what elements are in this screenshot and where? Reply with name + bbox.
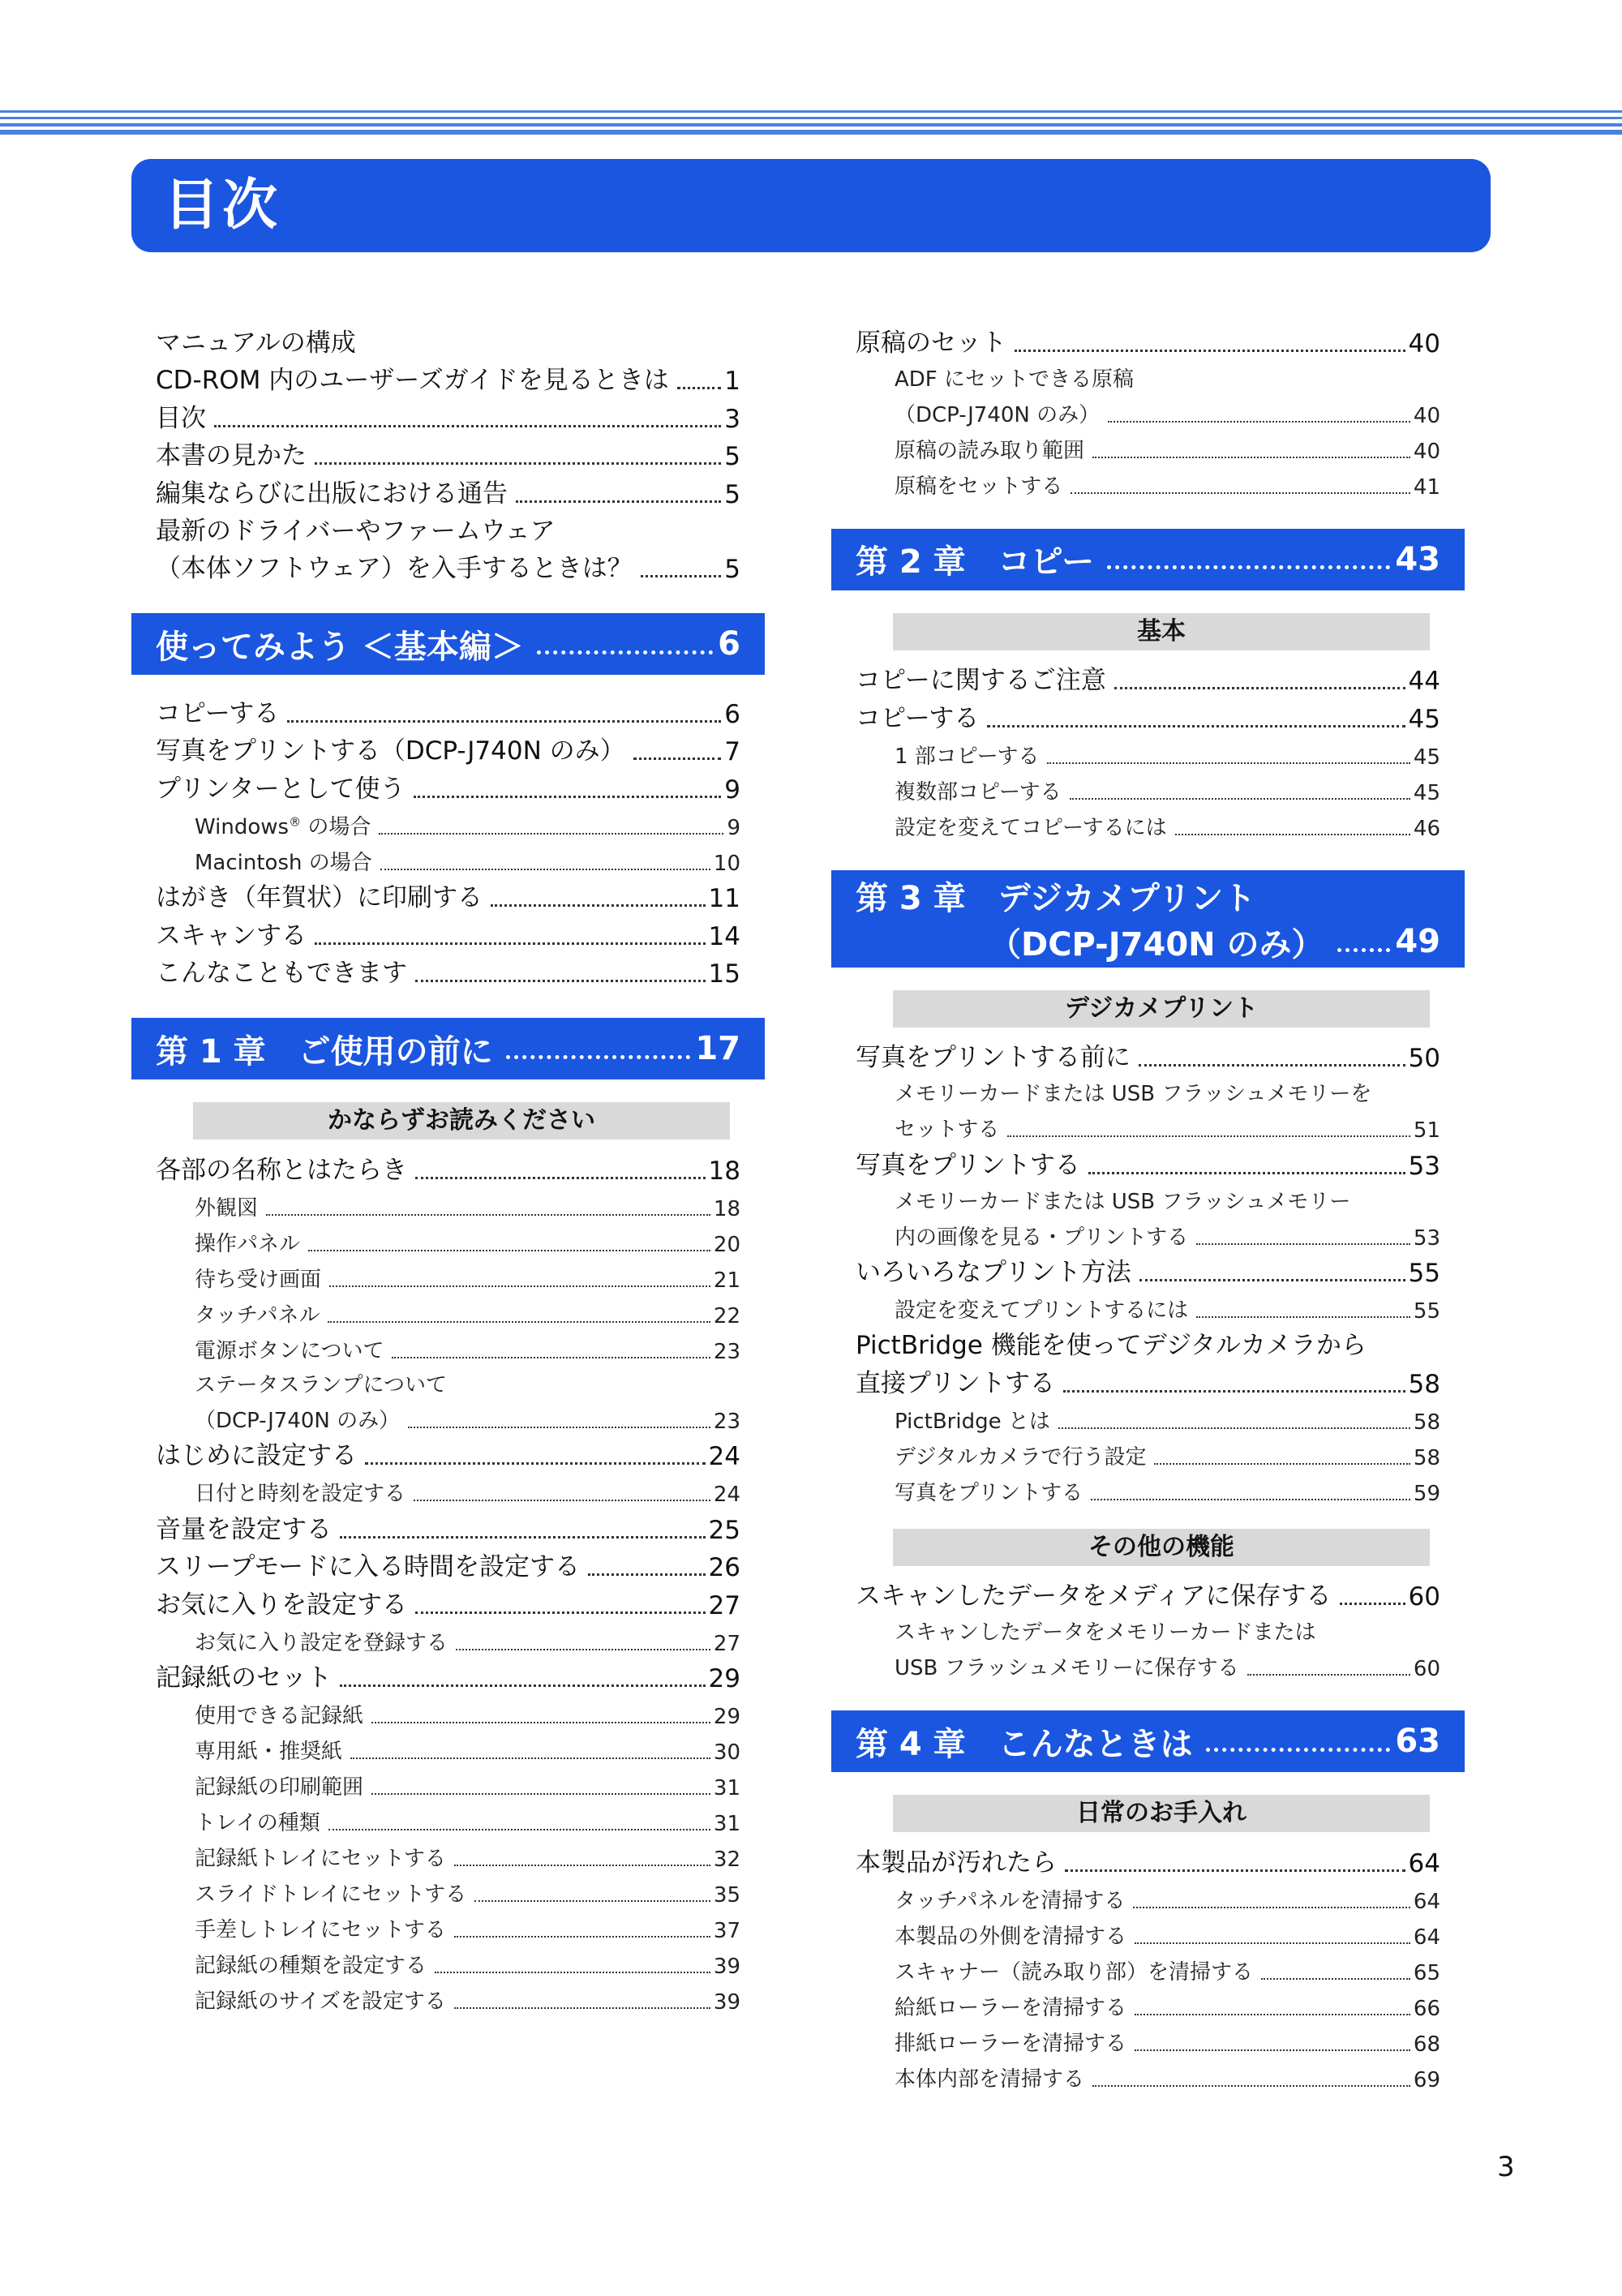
toc-entry-page: 45 <box>1413 745 1440 770</box>
toc-entry-line1: ステータスランプについて <box>195 1372 447 1397</box>
toc-entry-page: 58 <box>1413 1445 1440 1470</box>
toc-entry-title: コピーする <box>856 703 980 733</box>
toc-entry-page: 46 <box>1413 816 1440 841</box>
toc-entry[interactable] <box>131 691 765 729</box>
toc-entry[interactable] <box>831 1036 1465 1074</box>
toc-entry-line1: スキャンしたデータをメモリーカードまたは <box>895 1620 1316 1645</box>
toc-entry[interactable] <box>131 471 765 509</box>
toc-entry[interactable] <box>831 1985 1465 2021</box>
toc-entry-title: スリープモードに入る時間を設定する <box>156 1552 580 1581</box>
toc-entry-page: 24 <box>708 1442 740 1471</box>
toc-entry-title: Macintosh の場合 <box>195 850 372 875</box>
toc-entry-title: 操作パネル <box>195 1231 301 1256</box>
toc-entry-title: コピーに関するご注意 <box>856 666 1106 695</box>
toc-entry-page: 53 <box>1408 1151 1440 1181</box>
toc-entry-title: 原稿のセット <box>856 328 1006 358</box>
toc-entry[interactable] <box>131 1582 765 1620</box>
section-heading: 日常のお手入れ <box>893 1795 1430 1832</box>
toc-entry-page: 45 <box>1413 780 1440 805</box>
toc-entry-title: 使用できる記録紙 <box>195 1704 364 1728</box>
toc-entry-page: 55 <box>1408 1259 1440 1288</box>
toc-entry-page: 64 <box>1413 1889 1440 1914</box>
toc-entry[interactable] <box>831 805 1465 841</box>
toc-entry-page: 45 <box>1408 704 1440 734</box>
toc-entry[interactable] <box>131 951 765 989</box>
toc-entry-page: 68 <box>1413 2032 1440 2057</box>
section-heading: かならずお読みください <box>193 1102 730 1139</box>
toc-entry-title: 直接プリントする <box>856 1368 1055 1398</box>
toc-entry-title: はじめに設定する <box>156 1441 357 1470</box>
toc-entry[interactable] <box>831 1574 1465 1612</box>
toc-entry[interactable] <box>131 1507 765 1545</box>
toc-entry[interactable] <box>131 1293 765 1328</box>
toc-entry-line1: メモリーカードまたは USB フラッシュメモリーを <box>895 1082 1372 1106</box>
toc-entry-page: 39 <box>713 1990 740 2015</box>
toc-entry-title: タッチパネル <box>195 1302 320 1328</box>
toc-entry[interactable] <box>131 396 765 434</box>
toc-entry[interactable] <box>831 1878 1465 1914</box>
toc-entry-title: 編集ならびに出版における通告 <box>156 479 508 509</box>
toc-entry-title: スキャンする <box>156 921 307 951</box>
toc-entry-page: 41 <box>1413 474 1440 500</box>
toc-entry[interactable] <box>131 1765 765 1800</box>
toc-entry-page: 11 <box>708 884 740 913</box>
toc-entry[interactable] <box>831 1470 1465 1506</box>
toc-entry-page: 66 <box>1413 1996 1440 2021</box>
toc-entry-page: 31 <box>713 1776 740 1800</box>
toc-entry[interactable] <box>131 547 765 585</box>
toc-entry[interactable] <box>831 2057 1465 2092</box>
toc-entry-title: 記録紙のサイズを設定する <box>195 1989 446 2014</box>
toc-entry[interactable] <box>831 1914 1465 1950</box>
toc-entry-title: プリンターとして使う <box>156 774 406 804</box>
toc-entry[interactable] <box>831 1251 1465 1289</box>
toc-entry-title: 待ち受け画面 <box>195 1267 322 1292</box>
toc-entry[interactable] <box>131 1328 765 1364</box>
toc-entry-page: 22 <box>713 1303 740 1328</box>
toc-entry[interactable] <box>831 1107 1465 1143</box>
chapter-heading-1[interactable]: 第 1 章 ご使用の前に 17 <box>131 1018 765 1079</box>
toc-entry[interactable] <box>831 734 1465 770</box>
toc-entry-page: 23 <box>713 1339 740 1364</box>
toc-entry-title: 写真をプリントする（DCP-J740N のみ） <box>156 736 625 766</box>
toc-entry-title: （DCP-J740N のみ） <box>195 1408 401 1433</box>
toc-entry-page: 5 <box>724 442 740 471</box>
toc-entry[interactable] <box>131 1434 765 1472</box>
toc-entry-title: お気に入りを設定する <box>156 1590 407 1620</box>
toc-entry-title: 本製品の外側を清掃する <box>895 1924 1127 1949</box>
toc-entry-title: 設定を変えてプリントするには <box>895 1298 1189 1323</box>
toc-entry-page: 10 <box>713 851 740 876</box>
toc-entry-page: 50 <box>1408 1044 1440 1073</box>
toc-entry-title: （本体ソフトウェア）を入手するときは？ <box>156 554 633 583</box>
toc-entry-line1: PictBridge 機能を使ってデジタルカメラから <box>856 1331 1367 1360</box>
toc-entry[interactable] <box>131 1729 765 1765</box>
toc-entry-page: 59 <box>1413 1481 1440 1506</box>
chapter-heading-4[interactable]: 第 4 章 こんなときは 63 <box>831 1710 1465 1772</box>
toc-entry[interactable] <box>131 1148 765 1186</box>
toc-entry-title: （DCP-J740N のみ） <box>895 402 1101 427</box>
toc-entry-page: 65 <box>1413 1960 1440 1985</box>
toc-entry-page: 37 <box>713 1919 740 1943</box>
toc-entry[interactable] <box>131 1693 765 1729</box>
toc-entry-title: コピーする <box>156 698 280 728</box>
toc-entry[interactable] <box>831 1435 1465 1470</box>
toc-entry-title: 写真をプリントする <box>856 1150 1080 1180</box>
page-number: 3 <box>1497 2151 1515 2183</box>
toc-entry[interactable] <box>131 729 765 767</box>
toc-entry-title: タッチパネルを清掃する <box>895 1888 1126 1913</box>
toc-entry[interactable] <box>831 464 1465 500</box>
toc-entry[interactable] <box>131 1257 765 1293</box>
toc-entry-title: 記録紙のセット <box>156 1663 332 1693</box>
toc-entry[interactable] <box>131 913 765 951</box>
toc-entry-page: 35 <box>713 1883 740 1908</box>
toc-entry-title: マニュアルの構成 <box>156 328 356 358</box>
toc-entry-page: 23 <box>713 1409 740 1434</box>
toc-entry-page: 15 <box>708 959 740 989</box>
toc-entry-page: 5 <box>724 555 740 584</box>
toc-entry-title: USB フラッシュメモリーに保存する <box>895 1656 1239 1680</box>
toc-entry-page: 64 <box>1413 1925 1440 1950</box>
toc-entry-page: 39 <box>713 1955 740 1979</box>
toc-entry-page: 64 <box>1408 1848 1440 1878</box>
toc-entry[interactable] <box>131 876 765 914</box>
toc-entry-page: 60 <box>1408 1582 1440 1611</box>
chapter-heading-2[interactable]: 第 2 章 コピー 43 <box>831 529 1465 590</box>
toc-entry[interactable] <box>131 320 765 358</box>
toc-entry-title: 記録紙の種類を設定する <box>195 1954 427 1978</box>
toc-entry[interactable] <box>831 1646 1465 1681</box>
toc-entry-title: はがき（年賀状）に印刷する <box>156 883 483 912</box>
toc-entry-page: 31 <box>713 1812 740 1836</box>
toc-entry-title: 排紙ローラーを清掃する <box>895 2031 1127 2056</box>
toc-entry-line1: 最新のドライバーやファームウェア <box>156 516 556 546</box>
toc-entry-title: 本体内部を清掃する <box>895 2066 1085 2092</box>
toc-entry[interactable] <box>831 1215 1465 1251</box>
toc-entry[interactable] <box>831 320 1465 358</box>
toc-entry-title: 各部の名称とはたらき <box>156 1155 407 1185</box>
toc-entry[interactable] <box>131 1221 765 1257</box>
toc-entry[interactable] <box>131 805 765 840</box>
toc-entry-title: PictBridge とは <box>895 1409 1050 1434</box>
toc-entry-title: 写真をプリントする <box>895 1480 1083 1505</box>
toc-entry[interactable] <box>131 1800 765 1836</box>
toc-entry-title: 音量を設定する <box>156 1514 332 1544</box>
toc-entry-title: 専用紙・推奨紙 <box>195 1740 343 1764</box>
toc-entry-page: 5 <box>724 479 740 509</box>
toc-entry-page: 29 <box>713 1705 740 1729</box>
toc-entry-title: スライドトレイにセットする <box>195 1882 467 1907</box>
toc-entry-page: 25 <box>708 1515 740 1545</box>
toc-left-column <box>131 320 765 2015</box>
toc-entry-title: お気に入り設定を登録する <box>195 1630 448 1655</box>
toc-entry[interactable] <box>831 428 1465 464</box>
toc-entry[interactable] <box>831 1288 1465 1324</box>
toc-entry-page: 58 <box>1408 1369 1440 1399</box>
toc-entry[interactable] <box>131 766 765 805</box>
toc-entry-page: 58 <box>1413 1410 1440 1435</box>
toc-entry[interactable] <box>131 1872 765 1908</box>
toc-entry-page: 40 <box>1413 403 1440 428</box>
toc-entry[interactable] <box>131 1979 765 2015</box>
toc-entry[interactable] <box>131 1186 765 1221</box>
toc-entry-title: 設定を変えてコピーするには <box>895 815 1167 840</box>
toc-entry-title: 外観図 <box>195 1195 259 1221</box>
toc-entry-title: スキャンしたデータをメディアに保存する <box>856 1581 1332 1611</box>
toc-entry[interactable] <box>831 1950 1465 1985</box>
toc-entry-title: CD-ROM 内のユーザーズガイドを見るときは <box>156 366 669 395</box>
page-title-bar <box>131 159 1491 252</box>
toc-entry-page: 21 <box>713 1268 740 1293</box>
toc-entry-page: 3 <box>724 404 740 434</box>
toc-entry[interactable] <box>831 1399 1465 1435</box>
toc-entry-page: 30 <box>713 1740 740 1765</box>
toc-entry-title: 1 部コピーする <box>895 744 1040 769</box>
toc-entry-page: 29 <box>708 1664 740 1693</box>
toc-entry-page: 40 <box>1413 439 1440 464</box>
toc-entry[interactable] <box>131 1908 765 1943</box>
toc-entry-title: トレイの種類 <box>195 1811 320 1835</box>
toc-entry[interactable] <box>831 696 1465 734</box>
section-heading: その他の機能 <box>893 1529 1430 1566</box>
toc-entry-page: 40 <box>1408 328 1440 358</box>
toc-entry-title: 原稿の読み取り範囲 <box>895 438 1085 463</box>
toc-entry[interactable] <box>131 434 765 472</box>
toc-entry-page: 27 <box>708 1590 740 1620</box>
toc-entry-title: 写真をプリントする前に <box>856 1043 1131 1072</box>
toc-entry-title: Windows® の場合 <box>195 813 371 839</box>
toc-entry[interactable] <box>831 770 1465 805</box>
toc-entry-title: スキャナー（読み取り部）を清掃する <box>895 1959 1254 1985</box>
toc-entry[interactable] <box>831 2021 1465 2057</box>
toc-entry-page: 69 <box>1413 2067 1440 2092</box>
toc-entry-page: 24 <box>713 1483 740 1507</box>
toc-entry[interactable] <box>831 1840 1465 1878</box>
toc-entry-title: 手差しトレイにセットする <box>195 1918 446 1942</box>
toc-right-column <box>831 320 1465 2092</box>
page-title: 目次 <box>164 174 281 238</box>
toc-entry-title: セットする <box>895 1118 1000 1142</box>
toc-entry-page: 20 <box>713 1232 740 1257</box>
toc-entry-page: 18 <box>713 1196 740 1221</box>
toc-entry-line1: ADF にセットできる原稿 <box>895 367 1135 392</box>
toc-entry-line1: メモリーカードまたは USB フラッシュメモリー <box>895 1189 1351 1214</box>
toc-entry[interactable] <box>831 659 1465 697</box>
toc-entry-page: 7 <box>724 737 740 766</box>
toc-entry-page: 44 <box>1408 667 1440 696</box>
toc-entry-title: デジタルカメラで行う設定 <box>895 1444 1147 1470</box>
toc-entry[interactable] <box>131 358 765 397</box>
toc-entry[interactable] <box>131 1471 765 1507</box>
toc-entry-page: 51 <box>1413 1118 1440 1143</box>
toc-entry-title: いろいろなプリント方法 <box>856 1258 1131 1287</box>
toc-entry[interactable] <box>131 1836 765 1872</box>
chapter-heading-basic[interactable]: 使ってみよう ＜基本編＞ 6 <box>131 613 765 675</box>
toc-entry[interactable] <box>131 1398 765 1434</box>
chapter-heading-3[interactable]: 第 3 章 デジカメプリント （DCP-J740N のみ） 49 <box>831 870 1465 968</box>
toc-entry-page: 55 <box>1413 1299 1440 1324</box>
toc-entry-title: 内の画像を見る・プリントする <box>895 1225 1189 1250</box>
toc-entry-title: 目次 <box>156 403 206 433</box>
toc-entry-page: 26 <box>708 1553 740 1582</box>
toc-entry[interactable] <box>831 393 1465 428</box>
toc-entry-title: 給紙ローラーを清掃する <box>895 1995 1127 2020</box>
section-heading: デジカメプリント <box>893 990 1430 1028</box>
toc-entry-title: 電源ボタンについて <box>195 1338 384 1363</box>
toc-entry[interactable] <box>831 1143 1465 1181</box>
toc-entry-page: 53 <box>1413 1225 1440 1251</box>
toc-entry-title: 記録紙トレイにセットする <box>195 1847 446 1871</box>
toc-entry[interactable] <box>131 1656 765 1694</box>
section-heading: 基本 <box>893 613 1430 650</box>
toc-entry-title: 本書の見かた <box>156 441 307 470</box>
toc-entry-page: 9 <box>727 815 740 840</box>
toc-entry-page: 32 <box>713 1848 740 1872</box>
toc-entry-page: 6 <box>724 699 740 729</box>
toc-entry-page: 27 <box>713 1631 740 1656</box>
toc-entry-page: 9 <box>724 775 740 805</box>
toc-entry[interactable] <box>831 1361 1465 1399</box>
toc-entry-title: こんなこともできます <box>156 959 407 988</box>
toc-entry-title: 記録紙の印刷範囲 <box>195 1775 364 1800</box>
toc-entry-page: 1 <box>724 367 740 396</box>
toc-entry[interactable] <box>131 1943 765 1979</box>
toc-entry[interactable] <box>131 1620 765 1656</box>
toc-entry-title: 複数部コピーする <box>895 779 1062 805</box>
toc-entry-page: 14 <box>708 921 740 951</box>
toc-entry-page: 60 <box>1413 1657 1440 1681</box>
toc-entry-title: 本製品が汚れたら <box>856 1848 1057 1878</box>
toc-entry-page: 18 <box>708 1156 740 1186</box>
toc-entry-title: 原稿をセットする <box>895 474 1063 499</box>
toc-entry[interactable] <box>131 1545 765 1583</box>
toc-entry[interactable] <box>131 840 765 876</box>
toc-entry-title: 日付と時刻を設定する <box>195 1482 406 1506</box>
